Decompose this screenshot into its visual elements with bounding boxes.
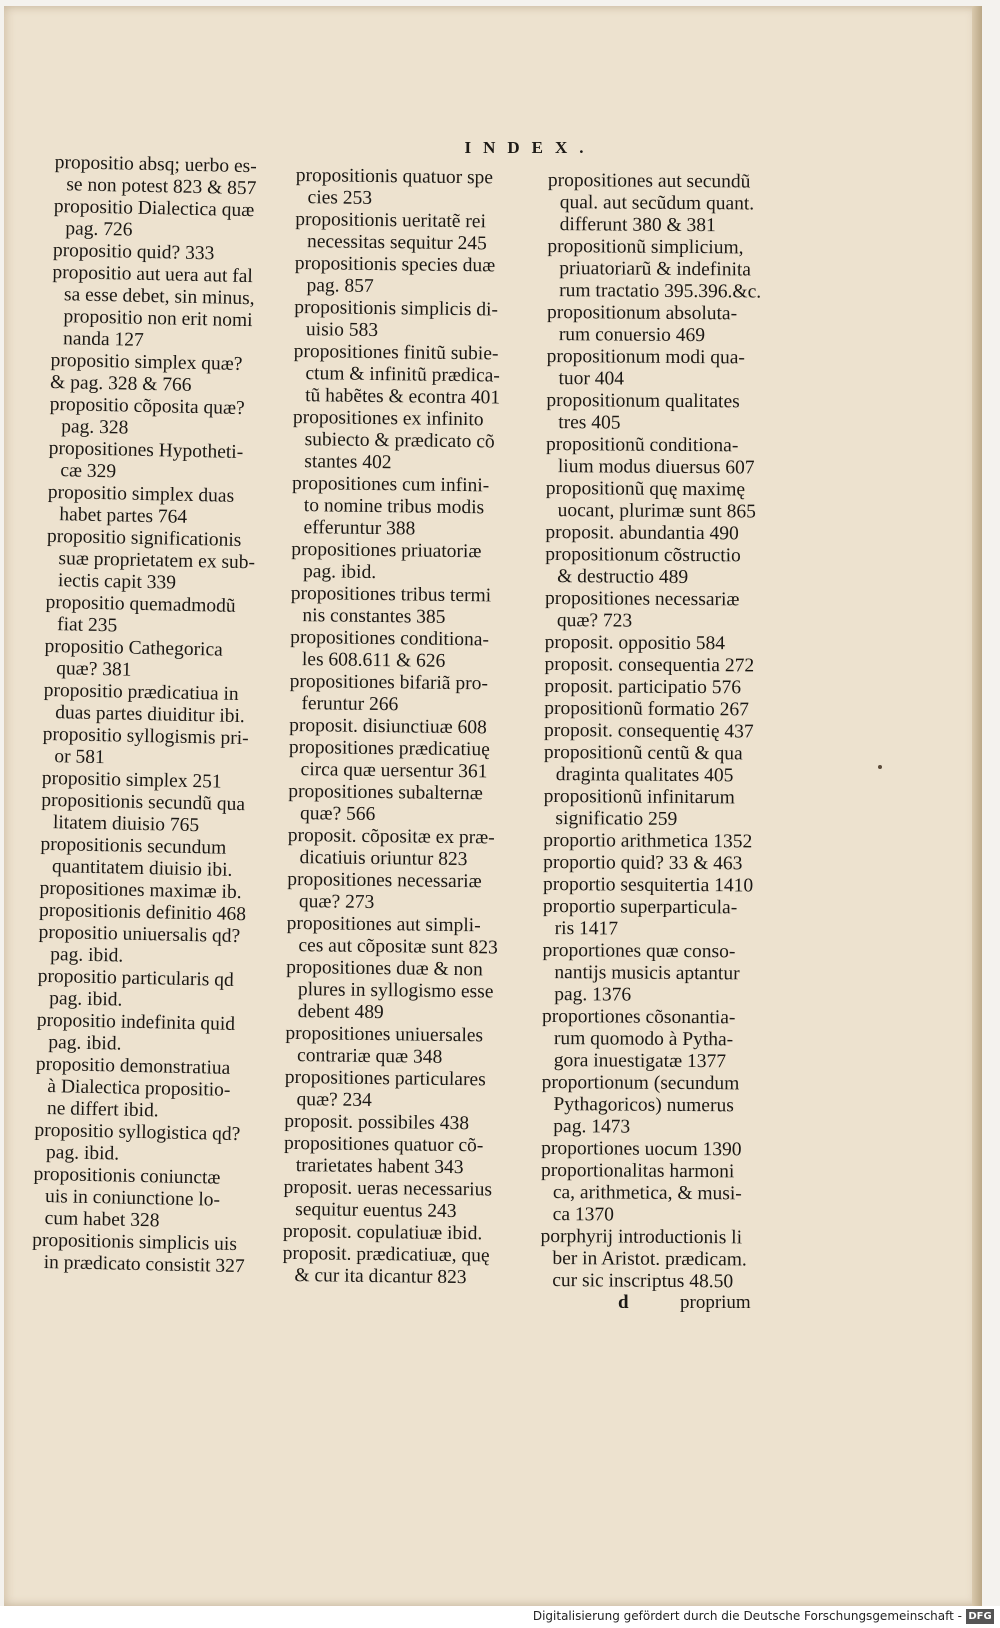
index-line: lium modus diuersus 607 [557,456,755,479]
index-line: quæ? 234 [296,1089,373,1111]
index-line: propositio uniuersalis qd? [38,921,241,948]
index-line: quæ? 381 [55,658,132,681]
index-line: iectis capit 339 [57,570,177,594]
index-line: Pythagoricos) numerus [553,1094,734,1117]
index-line: propositionum absoluta- [546,301,738,325]
index-line: ca, arithmetica, & musi- [552,1182,742,1205]
index-line: tũ habẽtes & econtra 401 [305,385,501,409]
index-line: nanda 127 [62,328,144,351]
index-line: propositionis secundũ qua [41,789,246,816]
index-line: proportionum (secundum [541,1071,740,1095]
index-line: propositio demonstratiua [35,1053,231,1079]
index-line: propositionũ simplicium, [547,235,744,259]
index-line: pag. 1473 [553,1116,631,1138]
index-line: quantitatem diuisio ibi. [51,856,233,881]
index-line: propositionũ conditiona- [546,433,739,457]
index-line: uocant, plurimæ sunt 865 [557,500,756,523]
index-line: propositiones aut secundũ [547,170,751,193]
index-line: propositio Cathegorica [44,635,223,661]
index-line: feruntur 266 [301,693,399,716]
index-line: propositio simplex 251 [41,767,222,793]
index-line: proportio arithmetica 1352 [543,829,753,853]
index-line: tres 405 [558,412,621,434]
index-line: duas partes diuiditur ibi. [55,702,245,728]
index-line: necessitas sequitur 245 [306,231,487,255]
index-line: propositiones ex infinito [292,406,484,431]
index-line: propositiones priuatoriæ [291,538,482,563]
index-line: propositiones aut simpli- [286,912,481,937]
index-line: litatem diuisio 765 [52,812,200,837]
index-line: propositio non erit nomi [63,306,253,332]
index-line: propositiones subalternæ [288,780,483,805]
index-line: propositiones necessariæ [544,587,740,611]
index-line: & destructio 489 [557,566,689,588]
index-line: se non potest 823 & 857 [66,174,257,200]
index-line: proposit. oppositio 584 [544,631,726,655]
index-line: proposit. abundantia 490 [545,521,739,545]
index-line: habet partes 764 [59,504,188,528]
running-head: INDEX. [464,138,596,157]
index-line: propositio indefinita quid [36,1009,236,1035]
index-line: ne differt ibid. [46,1098,159,1122]
index-line: cum habet 328 [44,1208,160,1232]
index-line: ris 1417 [554,918,619,940]
index-line: propositionis secundum [40,833,227,859]
index-line: subiecto & prædicato cõ [304,429,495,453]
index-line: cæ 329 [60,460,117,483]
index-line: propositiones prædicatiuę [288,736,490,761]
index-line: & pag. 328 & 766 [49,371,192,396]
index-line: porphyrij introductionis li [540,1225,743,1249]
index-line: propositionis ueritatẽ rei [295,208,487,233]
index-line: proposit. consequentię 437 [544,719,754,743]
index-line: propositionũ infinitarum [543,785,735,809]
index-line: propositiones bifariã pro- [289,670,489,695]
index-line: rum tractatio 395.396.&c. [559,280,762,303]
index-line: pag. 1376 [554,984,632,1006]
index-line: stantes 402 [304,451,392,474]
index-line: dicatiuis oriuntur 823 [299,847,468,871]
index-line: propositio syllogismis pri- [42,723,249,750]
index-line: propositionis species duæ [294,252,496,277]
index-line: proportiones cõsonantia- [542,1005,736,1029]
index-line: pag. ibid. [45,1142,120,1165]
index-line: pag. 328 [61,416,129,439]
index-line: or 581 [54,746,105,769]
index-line: propositionis coniunctæ [33,1163,221,1189]
index-line: cies 253 [307,187,373,209]
index-line: propositio Dialectica quæ [53,195,255,222]
index-line: rum quomodo à Pytha- [553,1028,734,1051]
index-line: propositio aut uera aut fal [52,261,254,288]
index-line: contrariæ quæ 348 [296,1045,443,1068]
index-line: propositiones tribus termi [290,582,492,607]
index-line: propositio absq; uerbo es- [54,152,257,178]
index-line: nis constantes 385 [302,605,446,628]
index-line: proportio superparticula- [542,895,738,919]
index-line: propositionis simplicis uis [31,1229,238,1256]
index-line: propositionis simplicis di- [294,296,499,321]
index-column-3 [540,170,793,1294]
index-line: propositionis quatuor spe [295,165,494,189]
index-line: trarietates habent 343 [295,1155,464,1179]
index-line: proposit. copulatiuæ ibid. [282,1220,483,1245]
index-line: pag. ibid. [49,988,123,1011]
index-line: uisio 583 [305,319,379,342]
index-line: proportio quid? 33 & 463 [543,851,743,875]
index-line: & cur ita dicantur 823 [294,1265,467,1289]
funding-notice: Digitalisierung gefördert durch die Deutsche Forschungsgemeinschaft - [532,1609,962,1623]
index-line: propositionum qualitates [546,389,740,413]
index-line: debent 489 [297,1001,384,1024]
index-line: propositio syllogistica qd? [34,1119,241,1146]
index-line: ca 1370 [552,1204,614,1226]
index-line: gora inuestigatæ 1377 [553,1050,727,1073]
index-line: propositiones quatuor cõ- [283,1132,484,1157]
index-line: proportiones uocum 1390 [541,1137,742,1161]
index-line: proposit. cõpositæ ex præ- [287,824,495,849]
catchword: proprium [680,1292,751,1313]
index-line: quæ? 273 [298,891,375,914]
index-line: propositiones uniuersales [285,1022,484,1047]
index-line: pag. ibid. [48,1032,122,1055]
index-line: priuatoriarũ & indefinita [559,258,752,281]
index-line: propositio simplex quæ? [50,349,243,375]
index-line: qual. aut secũdum quant. [559,192,755,215]
index-line: propositionum cõstructio [545,543,741,567]
index-line: tuor 404 [558,368,625,390]
index-line: proposit. ueras necessarius [283,1176,493,1201]
index-line: draginta qualitates 405 [555,764,734,787]
signature-mark: d [618,1292,629,1313]
footer-bar [0,1606,1000,1628]
index-line: propositio cõposita quæ? [49,393,245,420]
index-line: propositio significationis [46,525,242,551]
index-line: ctum & infinitũ prædica- [305,363,500,387]
index-line: proportionalitas harmoni [540,1159,735,1183]
index-line: propositiones maximæ ib. [39,877,242,904]
index-line: à Dialectica propositio- [47,1076,231,1101]
page-edge [972,6,982,1606]
index-line: pag. ibid. [302,561,377,584]
index-line: ber in Aristot. prædicam. [552,1248,747,1271]
index-line: propositiones duæ & non [286,956,483,981]
index-line: proposit. prædicatiuæ, quę [282,1242,490,1267]
index-line: rum conuersio 469 [558,324,706,347]
index-line: significatio 259 [555,808,678,830]
index-line: proposit. consequentia 272 [544,653,755,677]
index-line: pag. ibid. [49,944,124,967]
dfg-logo: DFG [966,1609,994,1624]
index-line: quæ? 566 [299,803,376,826]
index-line: propositiones conditiona- [290,626,490,651]
index-line: proposit. possibiles 438 [284,1110,470,1135]
index-line: pag. 857 [306,275,374,297]
index-line: propositiones Hypotheti- [48,437,244,464]
index-line: propositionũ quę maximę [545,477,746,501]
index-line: proposit. participatio 576 [544,675,742,699]
index-line: propositiones particulares [284,1066,486,1091]
index-line: propositiones cum infini- [291,472,490,497]
index-line: propositio prædicatiua in [43,679,239,705]
index-column-2 [282,165,546,1290]
index-line: proportiones quæ conso- [542,939,736,963]
index-line: nantijs musicis aptantur [554,962,740,985]
index-line: propositionũ formatio 267 [544,697,750,721]
index-line: propositio simplex duas [47,481,235,507]
index-line: propositio particularis qd [37,965,234,991]
index-line: propositionũ centũ & qua [543,741,743,765]
index-line: cur sic inscriptus 48.50 [552,1270,734,1293]
index-line: propositiones necessariæ [287,868,482,893]
index-line: pag. 726 [65,218,133,241]
index-column-1 [32,152,300,1279]
index-line: plures in syllogismo esse [297,979,494,1003]
index-line: propositionis definitio 468 [38,899,247,926]
index-line: proportio sesquitertia 1410 [542,873,754,897]
index-line: uis in coniunctione lo- [44,1186,221,1211]
index-line: efferuntur 388 [303,517,416,540]
index-line: quæ? 723 [556,610,633,632]
index-line: differunt 380 & 381 [559,214,716,237]
index-line: circa quæ uersentur 361 [300,759,488,783]
index-line: sa esse debet, sin minus, [63,284,255,310]
index-line: propositio quemadmodũ [45,591,236,617]
index-line: suæ proprietatem ex sub- [58,548,256,574]
index-line: sequitur euentus 243 [295,1199,457,1223]
index-line: proposit. disiunctiuæ 608 [289,714,487,739]
index-line: propositiones finitũ subie- [293,340,499,365]
index-line: in prædicato consistit 327 [43,1252,245,1278]
index-line: les 608.611 & 626 [301,649,446,672]
index-line: propositio quid? 333 [52,239,215,265]
index-line: fiat 235 [56,614,118,637]
index-line: propositionum modi qua- [546,345,746,369]
ink-speck [878,765,882,769]
index-line: to nomine tribus modis [303,495,485,519]
index-line: ces aut cõpositæ sunt 823 [298,935,498,959]
